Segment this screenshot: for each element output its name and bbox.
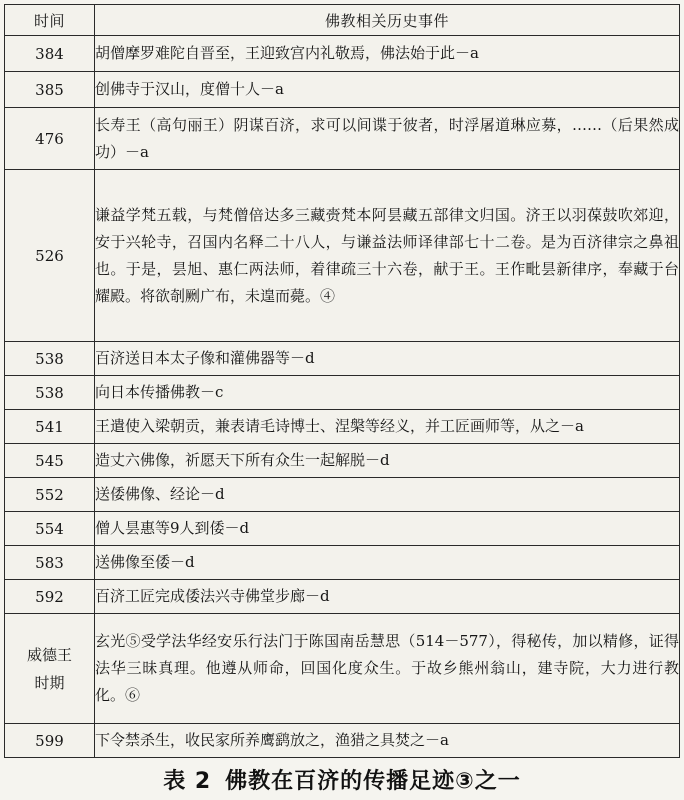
table-row bbox=[5, 342, 680, 376]
row-event: 送倭佛像、经论－d bbox=[95, 478, 680, 512]
row-time: 538 bbox=[5, 376, 95, 410]
table-row bbox=[5, 614, 680, 724]
header-time: 时间 bbox=[5, 5, 95, 36]
table-row bbox=[5, 546, 680, 580]
table-header-row bbox=[5, 5, 680, 36]
row-event: 胡僧摩罗难陀自晋至，王迎致宫内礼敬焉，佛法始于此－a bbox=[95, 36, 680, 72]
table-row bbox=[5, 72, 680, 108]
row-event: 谦益学梵五载，与梵僧倍达多三藏赍梵本阿昙藏五部律文归国。济王以羽葆鼓吹郊迎，安于兴轮寺，召国内名释二十八人，与谦益法师译律部七十二卷。是为百济律宗之鼻祖也。于是，昙旭、惠仁两法师，着律疏三十六卷，献于王。王作毗昙新律序，奉藏于台耀殿。将欲剞劂广布，未遑而薨。④ bbox=[95, 170, 680, 342]
row-time: 592 bbox=[5, 580, 95, 614]
header-event: 佛教相关历史事件 bbox=[95, 5, 680, 36]
row-time-line: 威德王 bbox=[26, 645, 72, 664]
row-event: 王遣使入梁朝贡，兼表请毛诗博士、涅槃等经义，并工匠画师等，从之－a bbox=[95, 410, 680, 444]
table-row bbox=[5, 580, 680, 614]
row-event: 百济工匠完成倭法兴寺佛堂步廊－d bbox=[95, 580, 680, 614]
buddhism-events-table bbox=[4, 4, 680, 758]
table-row bbox=[5, 478, 680, 512]
row-time: 385 bbox=[5, 72, 95, 108]
row-time: 384 bbox=[5, 36, 95, 72]
row-event: 造丈六佛像，祈愿天下所有众生一起解脱－d bbox=[95, 444, 680, 478]
row-time: 552 bbox=[5, 478, 95, 512]
table-row bbox=[5, 36, 680, 72]
table-row bbox=[5, 724, 680, 758]
table-row bbox=[5, 512, 680, 546]
row-event: 向日本传播佛教－c bbox=[95, 376, 680, 410]
table-row bbox=[5, 170, 680, 342]
row-event: 下令禁杀生，收民家所养鹰鹞放之，渔猎之具焚之－a bbox=[95, 724, 680, 758]
row-event: 送佛像至倭－d bbox=[95, 546, 680, 580]
caption-label: 表 2 bbox=[163, 769, 212, 794]
caption-text: 佛教在百济的传播足迹③之一 bbox=[225, 769, 521, 794]
row-event: 玄光⑤受学法华经安乐行法门于陈国南岳慧思（514－577），得秘传，加以精修，证得法华三昧真理。他遵从师命，回国化度众生。于故乡熊州翁山，建寺院，大力进行教化。⑥ bbox=[95, 614, 680, 724]
row-time bbox=[5, 614, 95, 724]
row-event: 僧人昙惠等9人到倭－d bbox=[95, 512, 680, 546]
table-row bbox=[5, 108, 680, 170]
row-time-line: 时期 bbox=[34, 673, 65, 692]
row-event: 长寿王（高句丽王）阴谋百济，求可以间谍于彼者，时浮屠道琳应募，……（后果然成功）－a bbox=[95, 108, 680, 170]
row-time: 583 bbox=[5, 546, 95, 580]
table-row bbox=[5, 376, 680, 410]
row-event: 百济送日本太子像和灌佛器等－d bbox=[95, 342, 680, 376]
row-time: 599 bbox=[5, 724, 95, 758]
row-time: 545 bbox=[5, 444, 95, 478]
row-time: 554 bbox=[5, 512, 95, 546]
row-time: 526 bbox=[5, 170, 95, 342]
table-caption bbox=[0, 764, 684, 795]
row-time: 476 bbox=[5, 108, 95, 170]
table-row bbox=[5, 444, 680, 478]
row-time: 541 bbox=[5, 410, 95, 444]
table-row bbox=[5, 410, 680, 444]
row-event: 创佛寺于汉山，度僧十人－a bbox=[95, 72, 680, 108]
row-time: 538 bbox=[5, 342, 95, 376]
